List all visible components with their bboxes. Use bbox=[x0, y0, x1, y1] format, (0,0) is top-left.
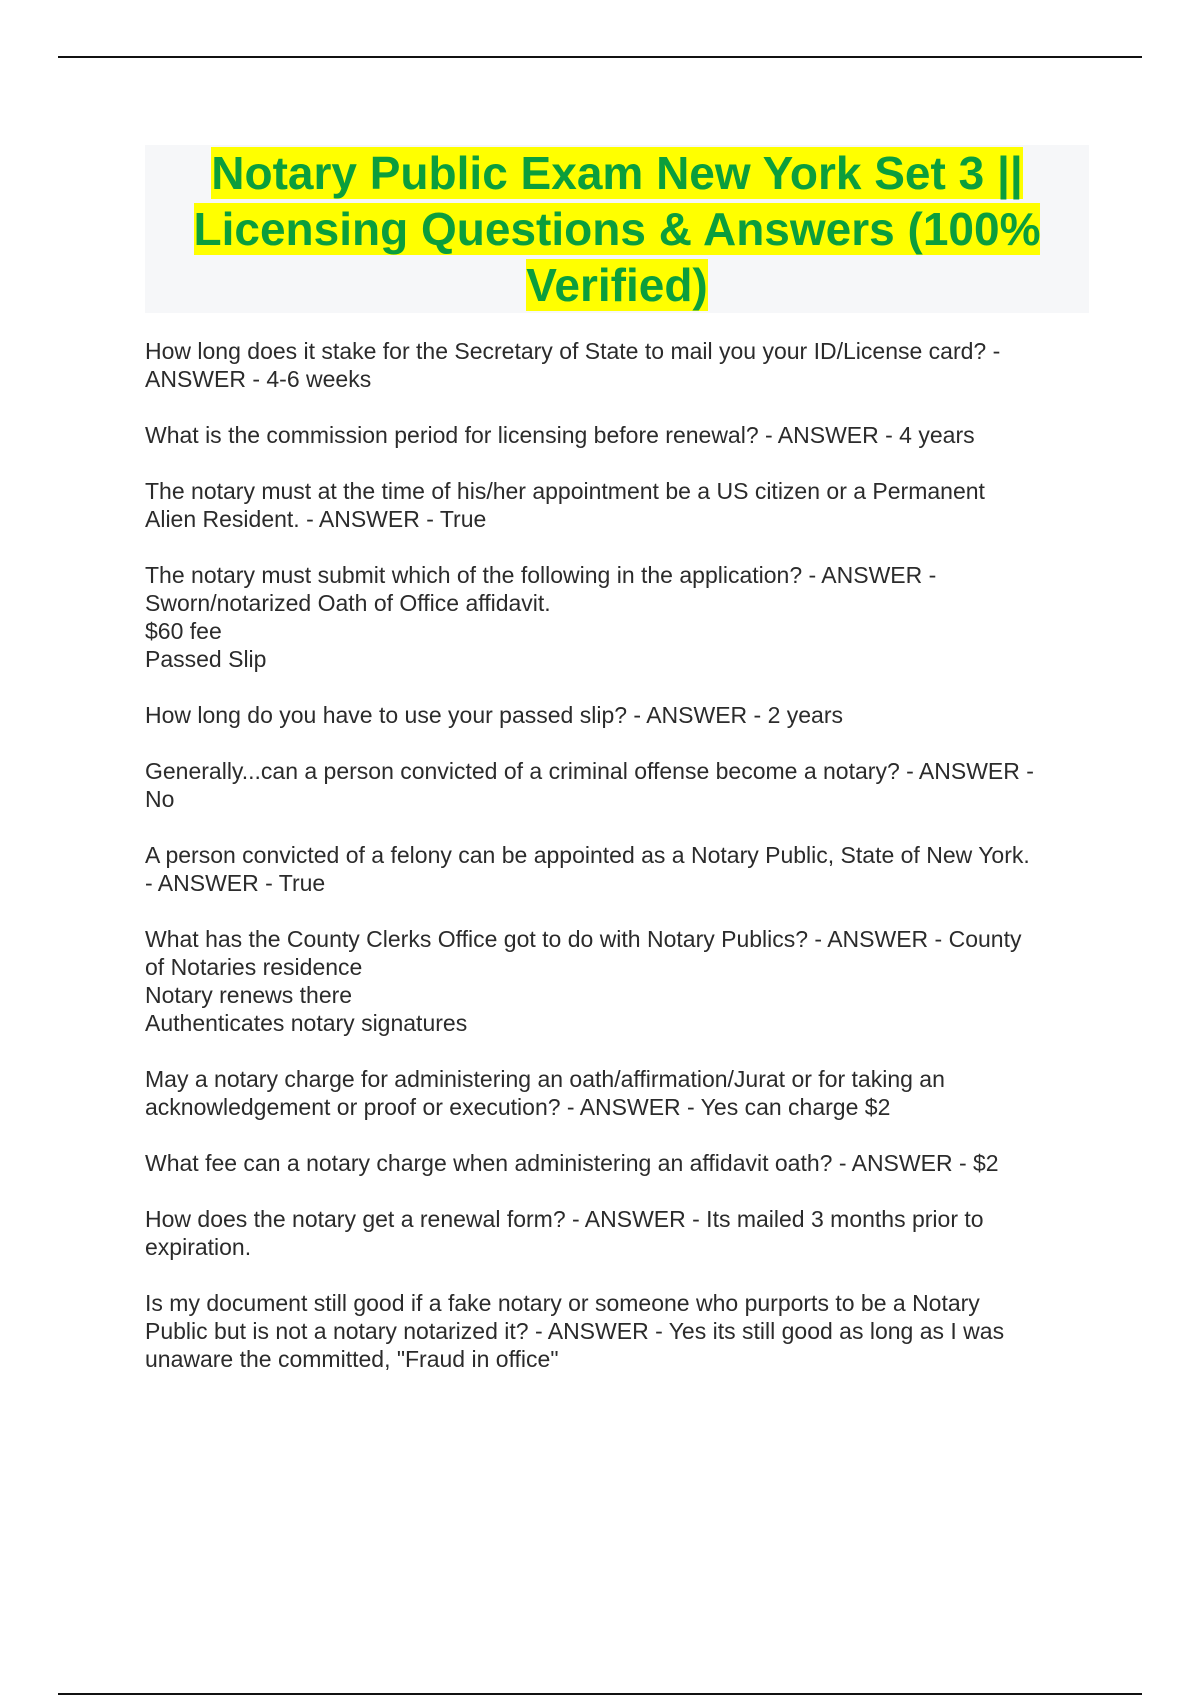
qa-line: Public but is not a notary notarized it? - ANSWER - Yes its still good as long as I was bbox=[145, 1318, 1005, 1344]
qa-item bbox=[145, 561, 1089, 673]
qa-line: The notary must submit which of the following in the application? - ANSWER - bbox=[145, 562, 937, 588]
qa-item bbox=[145, 1289, 1089, 1373]
qa-item bbox=[145, 701, 1089, 729]
qa-line: Authenticates notary signatures bbox=[145, 1010, 468, 1036]
qa-line: No bbox=[145, 786, 175, 812]
qa-list bbox=[145, 337, 1089, 1401]
qa-line: What has the County Clerks Office got to do with Notary Publics? - ANSWER - County bbox=[145, 926, 1022, 952]
qa-item bbox=[145, 1149, 1089, 1177]
qa-line: $60 fee bbox=[145, 618, 222, 644]
page-title bbox=[194, 145, 1041, 313]
qa-item bbox=[145, 841, 1089, 897]
qa-line: - ANSWER - True bbox=[145, 870, 326, 896]
bottom-rule bbox=[58, 1693, 1142, 1695]
qa-line: What fee can a notary charge when administering an affidavit oath? - ANSWER - $2 bbox=[145, 1150, 999, 1176]
qa-line: Is my document still good if a fake notary or someone who purports to be a Notary bbox=[145, 1290, 980, 1316]
qa-line: How does the notary get a renewal form? - ANSWER - Its mailed 3 months prior to bbox=[145, 1206, 984, 1232]
qa-line: of Notaries residence bbox=[145, 954, 363, 980]
qa-line: What is the commission period for licensing before renewal? - ANSWER - 4 years bbox=[145, 422, 975, 448]
qa-line: A person convicted of a felony can be appointed as a Notary Public, State of New York. bbox=[145, 842, 1030, 868]
qa-line: Passed Slip bbox=[145, 646, 267, 672]
qa-line: How long does it stake for the Secretary of State to mail you your ID/License card? - bbox=[145, 338, 1001, 364]
qa-item bbox=[145, 1065, 1089, 1121]
qa-item bbox=[145, 925, 1089, 1037]
qa-item bbox=[145, 337, 1089, 393]
title-line: Licensing Questions & Answers (100% bbox=[193, 203, 1041, 255]
qa-line: Generally...can a person convicted of a criminal offense become a notary? - ANSWER - bbox=[145, 758, 1034, 784]
qa-line: ANSWER - 4-6 weeks bbox=[145, 366, 372, 392]
qa-line: unaware the committed, "Fraud in office" bbox=[145, 1346, 559, 1372]
title-block bbox=[145, 145, 1089, 313]
qa-item bbox=[145, 421, 1089, 449]
qa-line: Notary renews there bbox=[145, 982, 353, 1008]
qa-line: Sworn/notarized Oath of Office affidavit. bbox=[145, 590, 551, 616]
title-line: Verified) bbox=[526, 259, 708, 311]
qa-item bbox=[145, 1205, 1089, 1261]
qa-line: May a notary charge for administering an oath/affirmation/Jurat or for taking an bbox=[145, 1066, 945, 1092]
qa-line: How long do you have to use your passed slip? - ANSWER - 2 years bbox=[145, 702, 844, 728]
qa-item bbox=[145, 757, 1089, 813]
title-line: Notary Public Exam New York Set 3 || bbox=[211, 147, 1023, 199]
qa-line: acknowledgement or proof or execution? - ANSWER - Yes can charge $2 bbox=[145, 1094, 891, 1120]
qa-item bbox=[145, 477, 1089, 533]
qa-line: Alien Resident. - ANSWER - True bbox=[145, 506, 487, 532]
top-rule bbox=[58, 56, 1142, 58]
qa-line: expiration. bbox=[145, 1234, 252, 1260]
qa-line: The notary must at the time of his/her appointment be a US citizen or a Permanent bbox=[145, 478, 985, 504]
